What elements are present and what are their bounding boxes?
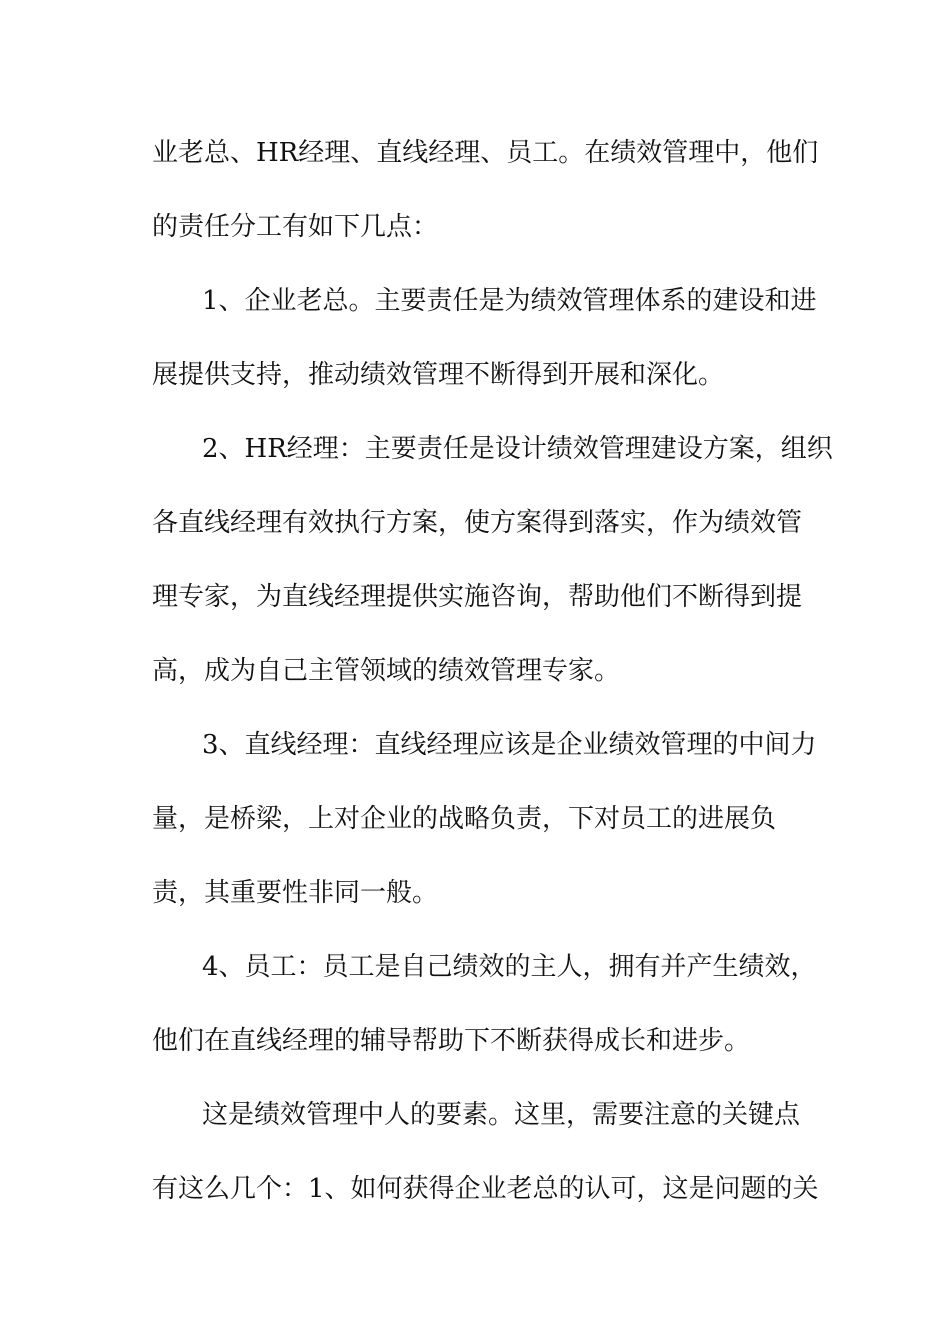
text-line: 展提供支持，推动绩效管理不断得到开展和深化。 [152,360,725,390]
text-line: 4、员工：员工是自己绩效的主人，拥有并产生绩效， [202,952,817,982]
text-line: 这是绩效管理中人的要素。这里，需要注意的关键点 [202,1100,801,1130]
text-line: 2、HR经理：主要责任是设计绩效管理建设方案，组织 [202,434,833,464]
text-line: 理专家，为直线经理提供实施咨询，帮助他们不断得到提 [152,582,803,612]
text-line: 责，其重要性非同一般。 [152,878,439,908]
text-line: 有这么几个：1、如何获得企业老总的认可，这是问题的关 [152,1174,819,1204]
text-line: 的责任分工有如下几点： [152,212,439,242]
text-line: 业老总、HR经理、直线经理、员工。在绩效管理中，他们 [152,138,819,168]
text-line: 量，是桥梁，上对企业的战略负责，下对员工的进展负 [152,804,777,834]
text-line: 他们在直线经理的辅导帮助下不断获得成长和进步。 [152,1026,751,1056]
text-line: 3、直线经理：直线经理应该是企业绩效管理的中间力 [202,730,817,760]
text-line: 1、企业老总。主要责任是为绩效管理体系的建设和进 [202,286,817,316]
text-line: 高，成为自己主管领域的绩效管理专家。 [152,656,621,686]
text-line: 各直线经理有效执行方案，使方案得到落实，作为绩效管 [152,508,803,538]
